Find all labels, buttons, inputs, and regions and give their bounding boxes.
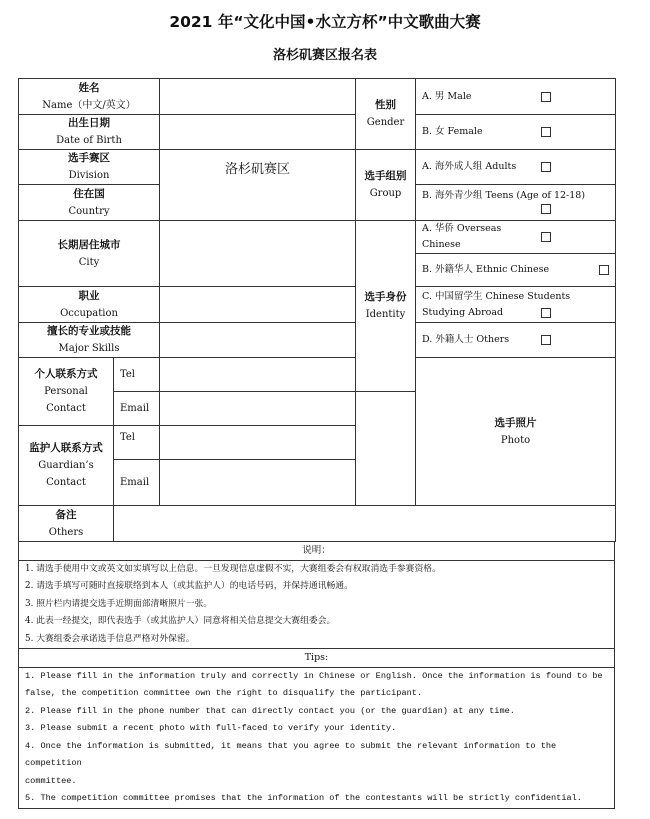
identity-label: 选手身份 Identity xyxy=(356,221,416,392)
dob-input[interactable] xyxy=(160,115,356,150)
country-label: 住在国 Country xyxy=(19,185,160,221)
list-item: false, the competition committee own the right to disqualify the participant. xyxy=(25,688,423,698)
notes-zh-header: 说明： xyxy=(19,542,615,561)
list-item: 2. 请选手填写可随时直接联络到本人（或其监护人）的电话号码，并保持通讯畅通。 xyxy=(25,581,353,591)
notes-en-body xyxy=(19,667,615,808)
list-item: 1. Please fill in the information truly and correctly in Chinese or English. Once the information is found to be xyxy=(25,670,603,681)
skills-label: 擅长的专业或技能 Major Skills xyxy=(19,323,160,358)
checkbox-adults[interactable] xyxy=(541,162,551,172)
checkbox-male[interactable] xyxy=(541,92,551,102)
photo-label: 选手照片 Photo xyxy=(416,358,616,506)
form-subtitle: 洛杉矶赛区报名表 xyxy=(272,48,377,63)
gender-label: 性别 Gender xyxy=(356,79,416,150)
checkbox-teens[interactable] xyxy=(541,204,551,214)
occupation-label: 职业 Occupation xyxy=(19,287,160,323)
group-option-adults[interactable]: A. 海外成人组 Adults xyxy=(416,150,616,185)
list-item: 5. 大赛组委会承诺选手信息严格对外保密。 xyxy=(25,633,195,644)
city-label: 长期居住城市 City xyxy=(19,221,160,287)
list-item: committee. xyxy=(25,775,77,786)
checkbox-ethnic[interactable] xyxy=(599,265,609,275)
list-item: 5. The competition committee promises that the information of the contestants will be strictly confidential. xyxy=(25,793,582,803)
division-value: 洛杉矶赛区 xyxy=(160,150,356,221)
form-title: 2021 年“文化中国•水立方杯”中文歌曲大赛 xyxy=(169,13,481,31)
identity-option-others[interactable]: D. 外籍人士 Others xyxy=(416,323,616,358)
occupation-input[interactable] xyxy=(160,287,356,323)
guardian-tel-input[interactable] xyxy=(160,426,356,460)
notes-en-header: Tips: xyxy=(19,649,615,668)
list-item: 4. 此表一经提交，即代表选手（或其监护人）同意将相关信息提交大赛组委会。 xyxy=(25,616,336,626)
identity-option-overseas[interactable]: A. 华侨 Overseas Chinese xyxy=(416,221,616,254)
name-label: 姓名 Name（中文/英文） xyxy=(19,79,160,115)
notes-zh-body xyxy=(19,560,615,649)
name-input[interactable] xyxy=(160,79,356,115)
guardian-email-input[interactable] xyxy=(160,460,356,506)
identity-option-ethnic[interactable]: B. 外籍华人 Ethnic Chinese xyxy=(416,254,616,287)
city-input[interactable] xyxy=(160,221,356,287)
list-item: 3. 照片栏内请提交选手近期面部清晰照片一张。 xyxy=(25,598,213,609)
division-label: 选手赛区 Division xyxy=(19,150,160,185)
checkbox-others[interactable] xyxy=(541,335,551,345)
personal-email-input[interactable] xyxy=(160,392,356,426)
gender-option-female[interactable]: B. 女 Female xyxy=(416,115,616,150)
gender-option-male[interactable]: A. 男 Male xyxy=(416,79,616,115)
registration-form xyxy=(18,78,616,542)
dob-label: 出生日期 Date of Birth xyxy=(19,115,160,150)
list-item: 1. 请选手使用中文或英文如实填写以上信息。一旦发现信息虚假不实，大赛组委会有权取消选手参赛资格。 xyxy=(25,563,441,574)
others-label: 备注 Others xyxy=(19,506,114,542)
group-label: 选手组别 Group xyxy=(356,150,416,221)
list-item: 3. Please submit a recent photo with full-faced to verify your identity. xyxy=(25,723,397,733)
list-item: 2. Please fill in the phone number that can directly contact you (or the guardian) at any time. xyxy=(25,705,515,716)
guardian-email-label: Email xyxy=(114,460,160,506)
skills-input[interactable] xyxy=(160,323,356,358)
guardian-contact-label: 监护人联系方式 Guardian’s Contact xyxy=(19,426,114,506)
personal-tel-input[interactable] xyxy=(160,358,356,392)
group-option-teens[interactable]: B. 海外青少组 Teens (Age of 12-18) xyxy=(416,185,616,221)
personal-email-label: Email xyxy=(114,392,160,426)
personal-tel-label: Tel xyxy=(114,358,160,392)
checkbox-female[interactable] xyxy=(541,127,551,137)
checkbox-overseas[interactable] xyxy=(541,232,551,242)
identity-option-students[interactable]: C. 中国留学生 Chinese Students Studying Abroad xyxy=(416,287,616,323)
guardian-tel-label: Tel xyxy=(114,426,160,460)
checkbox-students[interactable] xyxy=(541,308,551,318)
list-item: 4. Once the information is submitted, it means that you agree to submit the relevant information to the competition xyxy=(25,740,557,768)
personal-contact-label: 个人联系方式 Personal Contact xyxy=(19,358,114,426)
instructions-box xyxy=(18,541,615,809)
others-input[interactable] xyxy=(114,506,616,542)
